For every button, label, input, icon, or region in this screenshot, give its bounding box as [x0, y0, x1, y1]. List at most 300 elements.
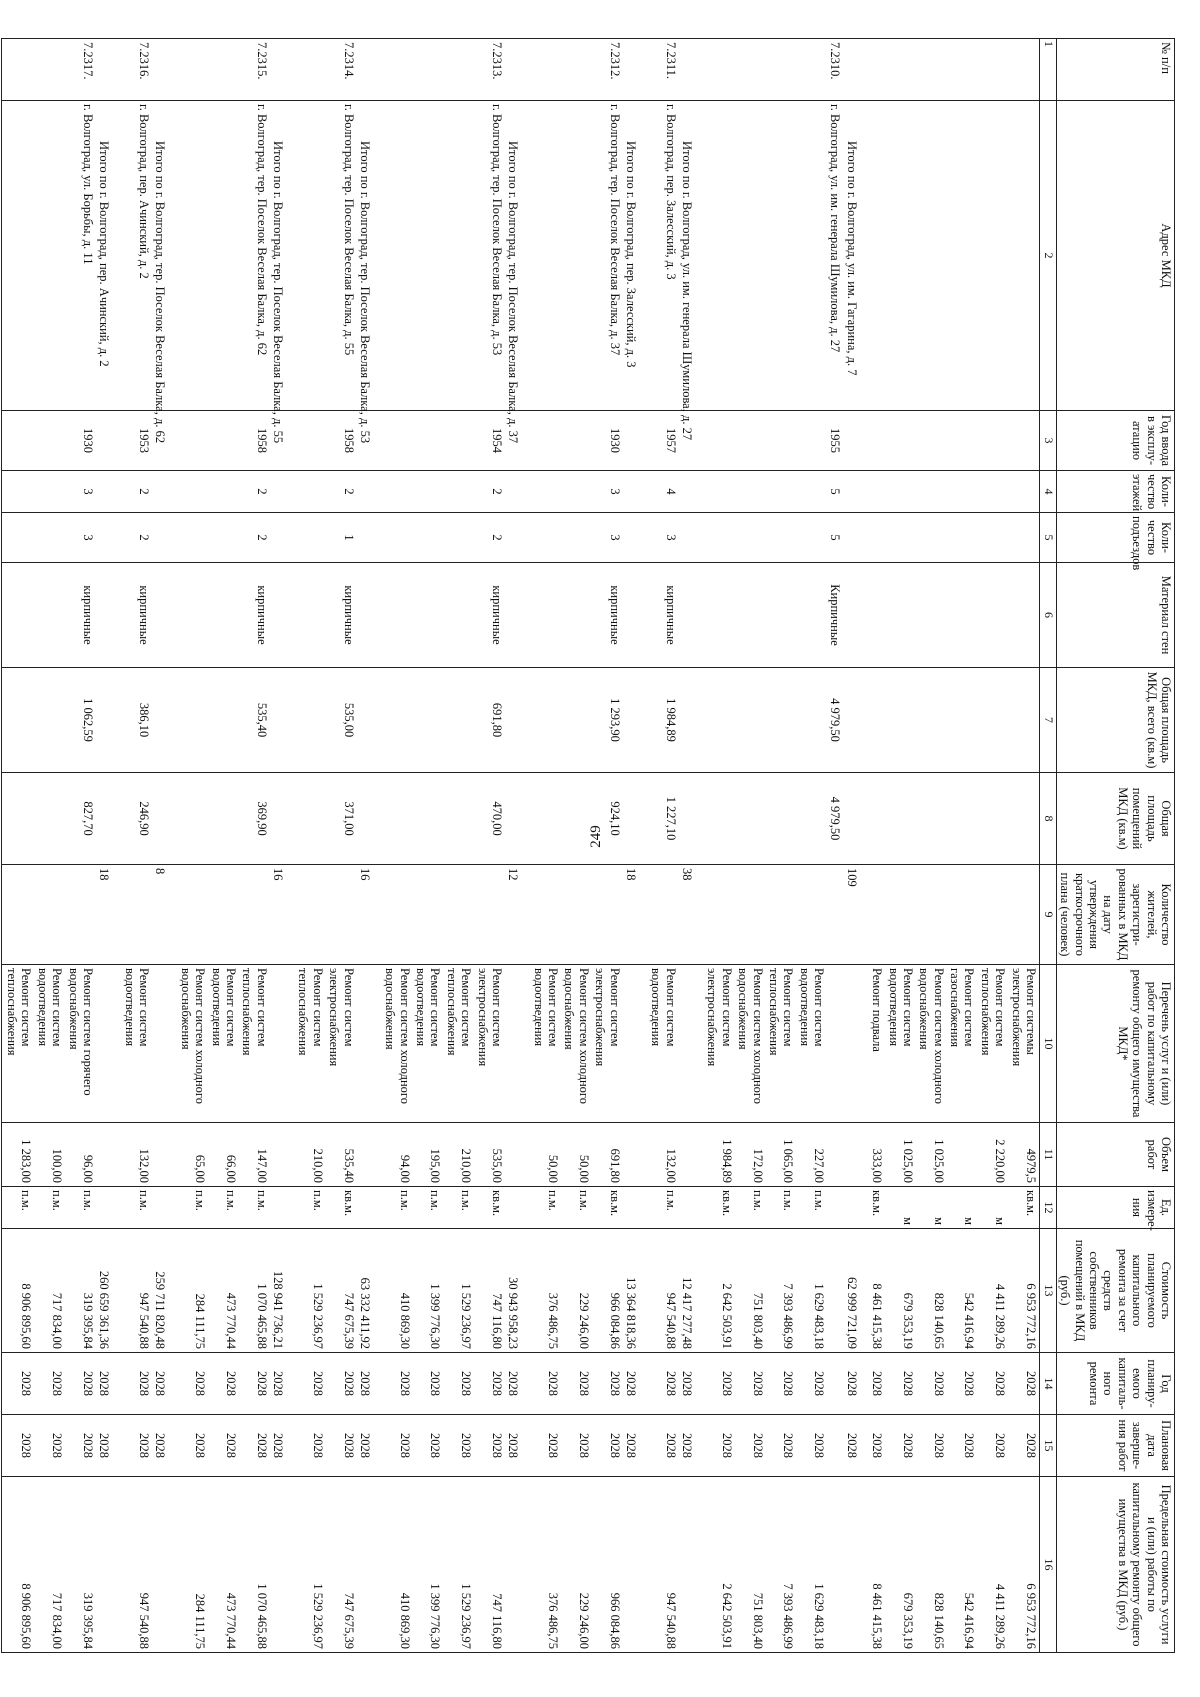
work-name: Ремонт систем газоснабжения: [947, 965, 978, 1123]
work-end-date: 2028: [2, 1415, 35, 1477]
work-end-date: 2028: [382, 1415, 413, 1477]
work-end-date: 2028: [796, 1415, 827, 1477]
col-num: 12: [1040, 1187, 1057, 1229]
work-end-date: 2028: [413, 1415, 444, 1477]
work-year: 2028: [35, 1353, 66, 1415]
work-cost: 1 529 236,97: [444, 1229, 475, 1353]
work-limit-cost: 717 834,00: [35, 1477, 66, 1653]
total-end-date: 2028: [357, 1415, 382, 1477]
building-rooms-area: 924,10: [592, 773, 623, 865]
work-year: 2028: [208, 1353, 239, 1415]
work-year: 2028: [382, 1353, 413, 1415]
work-unit: п.м.: [413, 1187, 444, 1229]
work-end-date: 2028: [885, 1415, 916, 1477]
building-row: [121, 39, 152, 1653]
total-cost: 63 332 411,92: [357, 1229, 382, 1353]
work-unit: п.м.: [2, 1187, 35, 1229]
total-row: [152, 39, 177, 1653]
col-num: 15: [1040, 1415, 1057, 1477]
work-year: 2028: [592, 1353, 623, 1415]
work-limit-cost: 747 675,39: [326, 1477, 357, 1653]
building-floors: 2: [474, 471, 505, 513]
work-name: Ремонт систем теплоснабжения: [444, 965, 475, 1123]
col-cost-header: Стоимость планируемого капитального ремонта за счет средств собственников помещений в МКД (руб.): [1057, 1229, 1175, 1353]
work-volume: 333,00: [869, 1123, 885, 1187]
work-end-date: 2028: [474, 1415, 505, 1477]
work-cost: 1 629 483,18: [796, 1229, 827, 1353]
building-year: 1958: [326, 411, 357, 471]
header-row: [1057, 39, 1175, 1653]
work-cost: 473 770,44: [208, 1229, 239, 1353]
work-limit-cost: 410 869,30: [382, 1477, 413, 1653]
col-works-header: Перечень услуг и (или) работ по капитальному ремонту общего имущества МКД*: [1057, 965, 1175, 1123]
work-end-date: 2028: [561, 1415, 592, 1477]
work-name: Ремонт систем водоотведения: [648, 965, 679, 1123]
building-number: 7.2317.: [65, 39, 96, 101]
building-total-area: 1 293,90: [592, 668, 623, 773]
work-unit: п.м.: [735, 1187, 766, 1229]
work-volume: 227,00: [796, 1123, 827, 1187]
work-end-date: 2028: [766, 1415, 797, 1477]
total-residents: 16: [270, 865, 295, 965]
work-name: Ремонт систем теплоснабжения: [978, 965, 1009, 1123]
work-name: Ремонт систем теплоснабжения: [2, 965, 35, 1123]
total-residents: 109: [844, 865, 869, 965]
work-limit-cost: 1 629 483,18: [796, 1477, 827, 1653]
work-year: 2028: [978, 1353, 1009, 1415]
total-row: [505, 39, 530, 1653]
work-year: 2028: [474, 1353, 505, 1415]
work-row: [178, 39, 209, 1653]
work-name: Ремонт систем холодного водоснабжения: [561, 965, 592, 1123]
work-row: [382, 39, 413, 1653]
work-limit-cost: 1 529 236,97: [295, 1477, 326, 1653]
building-address: г. Волгоград, тер. Поселок Веселая Балка, д. 53: [474, 101, 505, 411]
building-entrances: 3: [648, 513, 679, 563]
col-total-area-header: Общая площадь МКД, всего (кв.м): [1057, 668, 1175, 773]
work-unit: п.м.: [121, 1187, 152, 1229]
work-unit: п.м.: [561, 1187, 592, 1229]
col-unit-header: Ед. измере-ния: [1057, 1187, 1175, 1229]
building-entrances: 2: [474, 513, 505, 563]
work-volume: 65,00: [178, 1123, 209, 1187]
work-cost: 284 111,75: [178, 1229, 209, 1353]
work-year: 2028: [869, 1353, 885, 1415]
work-volume: 132,00: [648, 1123, 679, 1187]
work-year: 2028: [1008, 1353, 1039, 1415]
total-residents: 16: [357, 865, 382, 965]
work-end-date: 2028: [35, 1415, 66, 1477]
work-end-date: 2028: [444, 1415, 475, 1477]
work-cost: 1 070 465,88: [239, 1229, 270, 1353]
col-num: 8: [1040, 773, 1057, 865]
work-row: [2, 39, 35, 1653]
col-num: 9: [1040, 865, 1057, 965]
total-row: [357, 39, 382, 1653]
building-year: 1954: [474, 411, 505, 471]
work-volume: 96,00: [65, 1123, 96, 1187]
work-volume: 4979,5: [1008, 1123, 1039, 1187]
work-name: Ремонт систем электроснабжения: [704, 965, 735, 1123]
building-floors: 2: [121, 471, 152, 513]
col-end-date-header: Плановая дата заверше-ния работ: [1057, 1415, 1175, 1477]
total-year: 2028: [505, 1353, 530, 1415]
work-end-date: 2028: [704, 1415, 735, 1477]
total-residents: 12: [505, 865, 530, 965]
work-unit: п.м.: [796, 1187, 827, 1229]
work-row: [735, 39, 766, 1653]
total-end-date: 2028: [152, 1415, 177, 1477]
work-row: [208, 39, 239, 1653]
work-year: 2028: [326, 1353, 357, 1415]
building-floors: 2: [239, 471, 270, 513]
work-row: [561, 39, 592, 1653]
total-address: Итого по г. Волгоград, ул. им. Гагарина, д. 7: [844, 101, 869, 411]
building-total-area: 386,10: [121, 668, 152, 773]
work-unit: м: [947, 1187, 978, 1229]
work-limit-cost: 1 529 236,97: [444, 1477, 475, 1653]
building-material: Кирпичные: [827, 563, 843, 668]
building-total-area: 535,40: [239, 668, 270, 773]
total-end-date: 2028: [679, 1415, 704, 1477]
work-unit: п.м.: [178, 1187, 209, 1229]
total-cost: 259 711 820,48: [152, 1229, 177, 1353]
work-unit: м: [978, 1187, 1009, 1229]
total-residents: 18: [96, 865, 121, 965]
col-repair-year-header: Год планиру-емого капиталь-ного ремонта: [1057, 1353, 1175, 1415]
work-name: Ремонт систем водоотведения: [413, 965, 444, 1123]
work-cost: 751 803,40: [735, 1229, 766, 1353]
work-cost: 1 529 236,97: [295, 1229, 326, 1353]
building-material: кирпичные: [121, 563, 152, 668]
total-residents: 8: [152, 865, 177, 965]
building-material: кирпичные: [648, 563, 679, 668]
total-end-date: 2028: [623, 1415, 648, 1477]
work-limit-cost: 4 411 289,26: [978, 1477, 1009, 1653]
building-number: 7.2314.: [326, 39, 357, 101]
work-volume: 1 025,00: [916, 1123, 947, 1187]
building-address: г. Волгоград, тер. Поселок Веселая Балка, д. 37: [592, 101, 623, 411]
building-floors: 2: [326, 471, 357, 513]
work-name: Ремонт систем холодного водоснабжения: [178, 965, 209, 1123]
col-entrances-header: Коли-чество подъездов: [1057, 513, 1175, 563]
work-cost: 229 246,00: [561, 1229, 592, 1353]
work-cost: 966 084,86: [592, 1229, 623, 1353]
work-volume: 1 283,00: [2, 1123, 35, 1187]
building-total-area: 4 979,50: [827, 668, 843, 773]
building-material: кирпичные: [592, 563, 623, 668]
work-volume: 1 984,89: [704, 1123, 735, 1187]
total-row: [623, 39, 648, 1653]
building-rooms-area: 4 979,50: [827, 773, 843, 865]
work-volume: 210,00: [295, 1123, 326, 1187]
col-residents-header: Количество жителей, зарегистри-рованных в МКД на дату утверждения краткосрочного плана (человек): [1057, 865, 1175, 965]
work-row: [35, 39, 66, 1653]
building-entrances: 5: [827, 513, 843, 563]
total-address: Итого по г. Волгоград, тер. Поселок Веселая Балка, д. 37: [505, 101, 530, 411]
work-row: [413, 39, 444, 1653]
col-num: 4: [1040, 471, 1057, 513]
work-volume: 94,00: [382, 1123, 413, 1187]
capital-repair-table: [2, 38, 1176, 1653]
building-entrances: 3: [65, 513, 96, 563]
work-name: Ремонт систем теплоснабжения: [295, 965, 326, 1123]
work-year: 2028: [704, 1353, 735, 1415]
building-year: 1930: [65, 411, 96, 471]
building-year: 1930: [592, 411, 623, 471]
building-material: кирпичные: [65, 563, 96, 668]
building-row: [827, 39, 843, 1653]
work-cost: 8 906 895,60: [2, 1229, 35, 1353]
work-row: [947, 39, 978, 1653]
work-end-date: 2028: [648, 1415, 679, 1477]
building-floors: 5: [827, 471, 843, 513]
building-entrances: 1: [326, 513, 357, 563]
building-address: г. Волгоград, ул. Борьбы, д. 11: [65, 101, 96, 411]
work-volume: 172,00: [735, 1123, 766, 1187]
building-row: [326, 39, 357, 1653]
work-row: [295, 39, 326, 1653]
work-year: 2028: [178, 1353, 209, 1415]
work-volume: [947, 1123, 978, 1187]
work-year: 2028: [796, 1353, 827, 1415]
total-cost: 128 941 736,21: [270, 1229, 295, 1353]
work-year: 2028: [648, 1353, 679, 1415]
building-address: г. Волгоград, пер. Залесский, д. 3: [648, 101, 679, 411]
work-end-date: 2028: [121, 1415, 152, 1477]
work-year: 2028: [65, 1353, 96, 1415]
work-unit: п.м.: [239, 1187, 270, 1229]
total-row: [844, 39, 869, 1653]
work-cost: 542 416,94: [947, 1229, 978, 1353]
building-total-area: 1 984,89: [648, 668, 679, 773]
work-volume: 691,80: [592, 1123, 623, 1187]
work-row: [796, 39, 827, 1653]
work-cost: 747 116,80: [474, 1229, 505, 1353]
total-year: 2028: [357, 1353, 382, 1415]
building-year: 1955: [827, 411, 843, 471]
work-unit: кв.м.: [704, 1187, 735, 1229]
col-floors-header: Коли-чество этажей: [1057, 471, 1175, 513]
work-name: Ремонт систем водоотведения: [121, 965, 152, 1123]
work-limit-cost: 751 803,40: [735, 1477, 766, 1653]
column-number-row: [1040, 39, 1057, 1653]
work-unit: м: [885, 1187, 916, 1229]
total-residents: 18: [623, 865, 648, 965]
building-entrances: 3: [592, 513, 623, 563]
total-year: 2028: [96, 1353, 121, 1415]
work-limit-cost: 966 084,86: [592, 1477, 623, 1653]
total-residents: 38: [679, 865, 704, 965]
col-num: 13: [1040, 1229, 1057, 1353]
work-unit: кв.м.: [326, 1187, 357, 1229]
total-address: Итого по г. Волгоград, пер. Ачинский, д. 2: [96, 101, 121, 411]
work-volume: 1 025,00: [885, 1123, 916, 1187]
work-limit-cost: 1 399 776,30: [413, 1477, 444, 1653]
building-row: [65, 39, 96, 1653]
building-rooms-area: 827,70: [65, 773, 96, 865]
work-cost: 2 642 503,91: [704, 1229, 735, 1353]
building-rooms-area: 470,00: [474, 773, 505, 865]
work-volume: 147,00: [239, 1123, 270, 1187]
work-unit: п.м.: [208, 1187, 239, 1229]
col-year-header: Год ввода в эксплу-атацию: [1057, 411, 1175, 471]
work-unit: п.м.: [648, 1187, 679, 1229]
building-rooms-area: 246,90: [121, 773, 152, 865]
total-end-date: 2028: [505, 1415, 530, 1477]
work-limit-cost: 376 486,75: [530, 1477, 561, 1653]
work-limit-cost: 2 642 503,91: [704, 1477, 735, 1653]
total-cost: 30 943 958,23: [505, 1229, 530, 1353]
work-limit-cost: 679 353,19: [885, 1477, 916, 1653]
total-address: Итого по г. Волгоград, ул. им. генерала Шумилова, д. 27: [679, 101, 704, 411]
work-limit-cost: 8 906 895,60: [2, 1477, 35, 1653]
work-end-date: 2028: [978, 1415, 1009, 1477]
work-volume: 210,00: [444, 1123, 475, 1187]
col-volume-header: Объем работ: [1057, 1123, 1175, 1187]
total-cost: 13 364 818,36: [623, 1229, 648, 1353]
work-cost: 828 140,65: [916, 1229, 947, 1353]
work-cost: 679 353,19: [885, 1229, 916, 1353]
work-unit: кв.м.: [869, 1187, 885, 1229]
total-cost: 12 417 277,48: [679, 1229, 704, 1353]
work-limit-cost: 542 416,94: [947, 1477, 978, 1653]
col-limit-cost-header: Предельная стоимость услуги и (или) работы по капитальному ремонту общего имущества в МКД (руб.): [1057, 1477, 1175, 1653]
building-row: [592, 39, 623, 1653]
work-year: 2028: [295, 1353, 326, 1415]
work-end-date: 2028: [592, 1415, 623, 1477]
work-unit: п.м.: [530, 1187, 561, 1229]
work-year: 2028: [916, 1353, 947, 1415]
total-cost: 260 659 361,36: [96, 1229, 121, 1353]
work-limit-cost: 6 953 772,16: [1008, 1477, 1039, 1653]
work-name: Ремонт систем холодного водоснабжения: [735, 965, 766, 1123]
building-row: [239, 39, 270, 1653]
building-total-area: 691,80: [474, 668, 505, 773]
building-row: [474, 39, 505, 1653]
total-year: 2028: [152, 1353, 177, 1415]
building-material: кирпичные: [326, 563, 357, 668]
work-volume: 2 220,00: [978, 1123, 1009, 1187]
work-unit: кв.м.: [1008, 1187, 1039, 1229]
work-name: Ремонт систем холодного водоснабжения: [916, 965, 947, 1123]
total-address: Итого по г. Волгоград, тер. Поселок Веселая Балка, д. 53: [357, 101, 382, 411]
work-year: 2028: [766, 1353, 797, 1415]
building-year: 1958: [239, 411, 270, 471]
total-year: 2028: [623, 1353, 648, 1415]
col-num: 2: [1040, 101, 1057, 411]
page-number: 249: [587, 825, 604, 848]
building-entrances: 2: [121, 513, 152, 563]
work-name: Ремонт систем водоотведения: [530, 965, 561, 1123]
total-end-date: 2028: [96, 1415, 121, 1477]
work-unit: п.м.: [65, 1187, 96, 1229]
col-num: 3: [1040, 411, 1057, 471]
work-row: [704, 39, 735, 1653]
work-name: Ремонт систем электроснабжения: [592, 965, 623, 1123]
work-end-date: 2028: [295, 1415, 326, 1477]
total-cost: 62 999 721,09: [844, 1229, 869, 1353]
building-material: кирпичные: [474, 563, 505, 668]
work-row: [1008, 39, 1039, 1653]
total-row: [270, 39, 295, 1653]
work-cost: 1 399 776,30: [413, 1229, 444, 1353]
work-year: 2028: [530, 1353, 561, 1415]
work-year: 2028: [239, 1353, 270, 1415]
work-name: Ремонт систем горячего водоснабжения: [65, 965, 96, 1123]
col-num: 5: [1040, 513, 1057, 563]
work-name: Ремонт систем водоотведения: [796, 965, 827, 1123]
work-limit-cost: 1 070 465,88: [239, 1477, 270, 1653]
work-cost: 947 540,88: [648, 1229, 679, 1353]
work-year: 2028: [735, 1353, 766, 1415]
building-row: [648, 39, 679, 1653]
work-unit: п.м.: [382, 1187, 413, 1229]
work-volume: 50,00: [561, 1123, 592, 1187]
building-address: г. Волгоград, пер. Ачинский, д. 2: [121, 101, 152, 411]
work-limit-cost: 947 540,88: [121, 1477, 152, 1653]
building-number: 7.2313.: [474, 39, 505, 101]
building-number: 7.2316.: [121, 39, 152, 101]
work-year: 2028: [561, 1353, 592, 1415]
work-row: [978, 39, 1009, 1653]
building-floors: 3: [592, 471, 623, 513]
work-cost: 6 953 772,16: [1008, 1229, 1039, 1353]
work-name: Ремонт системы электроснабжения: [1008, 965, 1039, 1123]
building-number: 7.2312.: [592, 39, 623, 101]
col-num: 16: [1040, 1477, 1057, 1653]
work-volume: 535,40: [326, 1123, 357, 1187]
col-rooms-area-header: Общая площадь помещений МКД (кв.м): [1057, 773, 1175, 865]
work-limit-cost: 7 393 486,99: [766, 1477, 797, 1653]
work-row: [444, 39, 475, 1653]
work-end-date: 2028: [916, 1415, 947, 1477]
total-year: 2028: [679, 1353, 704, 1415]
work-volume: 1 065,00: [766, 1123, 797, 1187]
work-year: 2028: [2, 1353, 35, 1415]
work-limit-cost: 8 461 415,38: [869, 1477, 885, 1653]
building-year: 1957: [648, 411, 679, 471]
work-end-date: 2028: [65, 1415, 96, 1477]
building-entrances: 2: [239, 513, 270, 563]
work-end-date: 2028: [530, 1415, 561, 1477]
total-row: [679, 39, 704, 1653]
total-address: Итого по г. Волгоград, пер. Залесский, д. 3: [623, 101, 648, 411]
col-num: 6: [1040, 563, 1057, 668]
building-floors: 3: [65, 471, 96, 513]
building-number: 7.2310.: [827, 39, 843, 101]
work-volume: 132,00: [121, 1123, 152, 1187]
building-rooms-area: 369,90: [239, 773, 270, 865]
work-year: 2028: [885, 1353, 916, 1415]
work-name: Ремонт систем водоотведения: [35, 965, 66, 1123]
work-row: [916, 39, 947, 1653]
total-year: 2028: [270, 1353, 295, 1415]
work-volume: 535,00: [474, 1123, 505, 1187]
work-name: Ремонт систем электроснабжения: [326, 965, 357, 1123]
work-volume: 66,00: [208, 1123, 239, 1187]
building-material: кирпичные: [239, 563, 270, 668]
rotated-table-stage: [5, 38, 1175, 1652]
col-num: 10: [1040, 965, 1057, 1123]
col-num: 14: [1040, 1353, 1057, 1415]
building-number: 7.2315.: [239, 39, 270, 101]
work-end-date: 2028: [208, 1415, 239, 1477]
work-end-date: 2028: [178, 1415, 209, 1477]
building-floors: 4: [648, 471, 679, 513]
col-num: 7: [1040, 668, 1057, 773]
col-num: 1: [1040, 39, 1057, 101]
